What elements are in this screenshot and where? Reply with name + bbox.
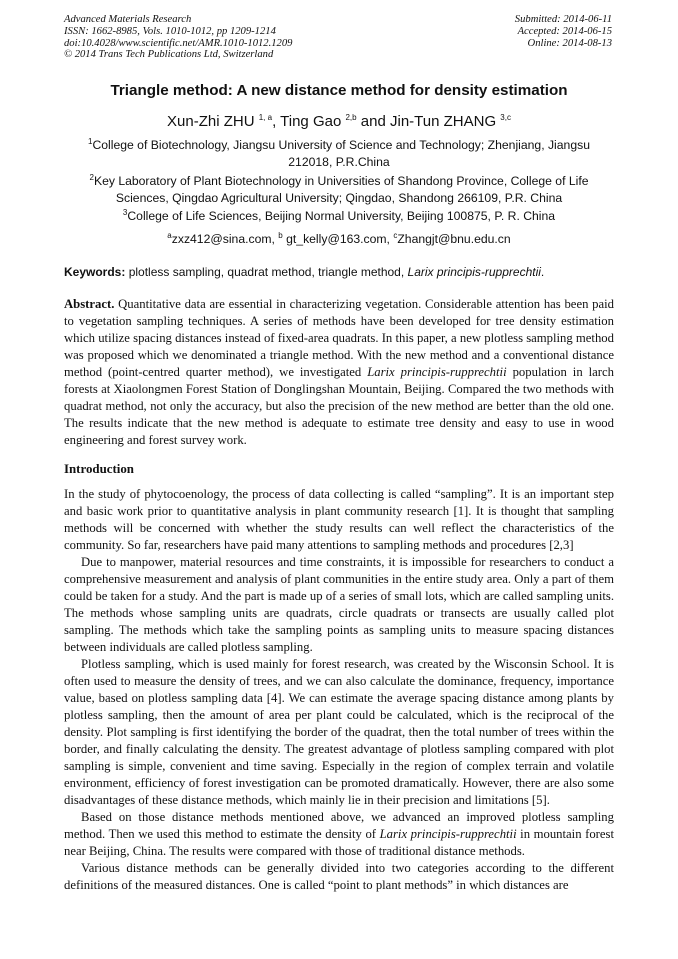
abstract-species: Larix principis-rupprechtii [367,365,507,379]
author-superscript: 2,b [345,113,357,122]
paragraph-text: in mountain forest near Beijing, China. The results were compared with those of traditional distance methods. [64,827,614,858]
abstract-label: Abstract. [64,297,115,311]
email-superscript: a [167,230,172,240]
body-paragraph: Plotless sampling, which is used mainly for forest research, was created by the Wisconsin School. It is often used to measure the density of trees, and we can also calculate the dominance, frequency, importance value, based on plotless sampling data [4]. We can estimate the average spacing distance among plants by plotless sampling, then the amount of area per plant could be calculated, which is the reciprocal of the density. Plot sampling is first identifying the border of the quadrat, then the total number of trees within the border, and finally calculating the density. The greatest advantage of plotless sampling compared with plot sampling is simple, convenient and time saving. Especially in the region of complex terrain and volatile environment, efficiency of forest investigation can be promoted dramatically. However, there are also some disadvantages of these distance methods, which mainly lie in their precision and limitations [5]. [64,657,614,807]
issn-line: ISSN: 1662-8985, Vols. 1010-1012, pp 1209-1214 [64,25,276,37]
affiliation-1 [70,137,608,170]
paper-title: Triangle method: A new distance method for density estimation [110,82,568,99]
email-address: Zhangjt@bnu.edu.cn [397,232,511,246]
submitted-date: Submitted: 2014-06-11 [514,14,612,25]
author-superscript: 1, a [258,113,273,122]
author-list [40,113,638,130]
email-superscript: c [393,230,398,240]
copyright-line: © 2014 Trans Tech Publications Ltd, Switzerland [64,49,274,61]
email-address: gt_kelly@163.com, [282,232,394,246]
body-paragraph [64,809,614,860]
affiliation-number: 1 [88,136,93,146]
affiliation-text: College of Biotechnology, Jiangsu University of Science and Technology; Zhenjiang, Jiangsu 212018, P.R.China [92,138,590,169]
body-paragraph: Various distance methods can be generally divided into two categories according to the different definitions of the measured distances. One is called “point to plant methods” in which distances are [64,861,614,892]
author-separator: and [356,113,390,130]
author-superscript: 3,c [500,113,511,122]
author-name: Jin-Tun ZHANG [389,113,497,130]
body-paragraph: Due to manpower, material resources and time constraints, it is impossible for researchers to conduct a comprehensive measurement and analysis of plant communities in the entire study area. Only a part of them could be taken for a study. And the part is made up of a series of small lots, which are called sampling units. The methods whose sampling units are quadrats, circle quadrats or transects are usually called plot sampling. The methods which take the sampling points as sampling units to measure spacing distances between individuals are called plotless sampling. [64,555,614,654]
journal-name: Advanced Materials Research [64,14,192,25]
author-emails [70,231,608,248]
author-name: Ting Gao [280,113,342,130]
paragraph-text: Based on those distance methods mentioned above, we advanced an improved plotless sampling method. Then we used this method to estimate the density of [64,810,614,841]
keywords-line [64,265,616,279]
affiliation-text: Key Laboratory of Plant Biotechnology in Universities of Shandong Province, College of Life Sciences, Qingdao Agricultural University; Qingdao, Shandong 266109, P.R. China [93,174,589,205]
abstract-text: Quantitative data are essential in characterizing vegetation. Considerable attention has been paid to vegetation sampling techniques. A series of methods have been developed for tree density estimation which utilize spacing distances instead of fixed-area quadrats. In this paper, a new plotless sampling method was proposed which we denominated a triangle method. With the new method and a conventional distance method (point-centred quarter method), we investigated [64,297,614,379]
journal-info [64,14,292,61]
keywords-end: . [540,265,545,279]
author-separator: , [272,113,281,130]
author-name: Xun-Zhi ZHU [167,113,255,130]
affiliation-2 [70,173,608,206]
affiliation-text: College of Life Sciences, Beijing Normal University, Beijing 100875, P. R. China [127,209,556,223]
abstract-text: population in larch forests at Xiaolongmen Forest Station of Donglingshan Mountain, Beijing. Compared the two methods with quadrat method, not only the accuracy, but also the precision of the new method are better than the old one. The results indicate that the new method is adequate to estimate tree density and easy to use in wood engineering and forest survey work. [64,365,614,447]
abstract-paragraph [64,296,614,449]
online-date: Online: 2014-08-13 [527,37,612,49]
introduction-heading: Introduction [64,462,134,476]
affiliation-3 [70,208,608,225]
affiliation-number: 3 [122,207,128,217]
email-address: zxz412@sina.com, [171,232,279,246]
doi-line: doi:10.4028/www.scientific.net/AMR.1010-1012.1209 [64,37,293,49]
keywords-list: plotless sampling, quadrat method, triangle method, [125,265,408,279]
keywords-label: Keywords: [64,265,126,279]
introduction-body [64,486,614,894]
publication-dates [515,14,612,49]
body-paragraph: In the study of phytocoenology, the process of data collecting is called “sampling”. It is an important step and basic work prior to quantitative analysis in plant community research [1]. It is thought that sampling methods will be concerned with whether the study results can well reflect the characteristics of the community. So far, researchers have paid many attentions to sampling methods and procedures [2,3] [64,487,614,552]
keywords-species: Larix principis-rupprechtii [407,265,541,279]
affiliation-number: 2 [89,172,94,182]
accepted-date: Accepted: 2014-06-15 [517,25,612,37]
email-superscript: b [278,230,283,240]
species-name: Larix principis-rupprechtii [379,827,517,841]
